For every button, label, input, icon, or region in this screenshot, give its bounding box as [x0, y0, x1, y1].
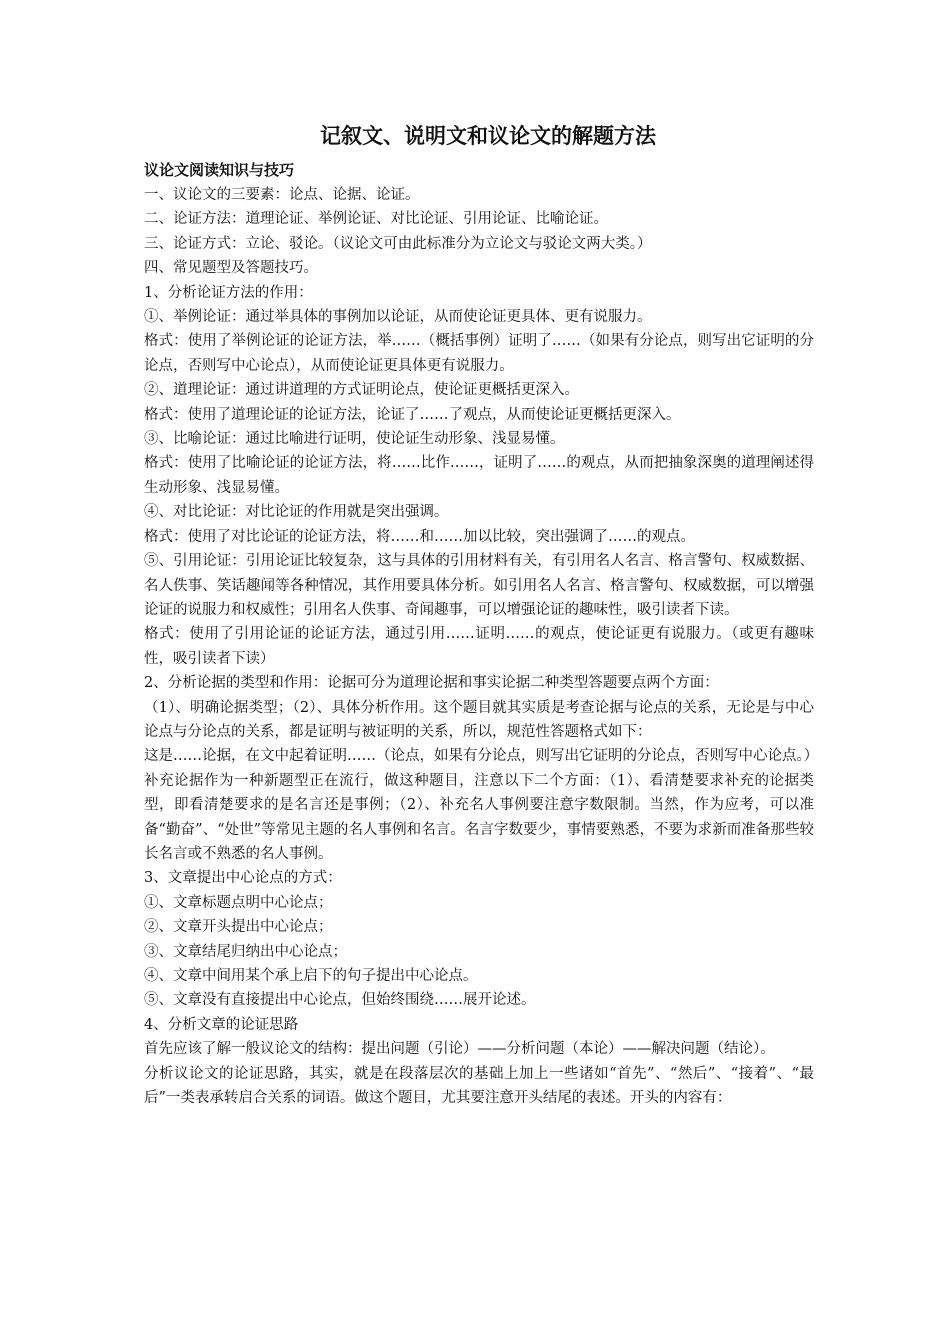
paragraph-example-argument: ①、举例论证：通过举具体的事例加以论证，从而使论证更具体、更有说服力。: [144, 309, 652, 326]
paragraph-citation-format: 格式：使用了引用论证的论证方法，通过引用……证明……的观点，使论证更有说服力。（或更有趣味性，吸引读者下读）: [144, 626, 814, 667]
paragraph-thesis-way-2: ②、文章开头提出中心论点；: [144, 919, 333, 936]
paragraph-evidence-format: 这是……论据，在文中起着证明……（论点，如果有分论点，则写出它证明的分论点，否则写中心论点。）: [144, 748, 819, 765]
paragraph-reasoning-format: 格式：使用了道理论证的论证方法，论证了……了观点，从而使论证更概括更深入。: [144, 406, 681, 423]
paragraph-thesis-way-5: ⑤、文章没有直接提出中心论点，但始终围绕……展开论述。: [144, 992, 536, 1009]
paragraph-reasoning-argument: ②、道理论证：通过讲道理的方式证明论点，使论证更概括更深入。: [144, 382, 579, 399]
paragraph-metaphor-format: 格式：使用了比喻论证的论证方法，将……比作……，证明了……的观点，从而把抽象深奥的道理阐述得生动形象、浅显易懂。: [144, 455, 814, 496]
paragraph-metaphor-argument: ③、比喻论证：通过比喻进行证明，使论证生动形象、浅显易懂。: [144, 431, 565, 448]
paragraph-evidence-analysis: （1）、明确论据类型；（2）、具体分析作用。这个题目就其实质是考查论据与论点的关系，无论是与中心论点与分论点的关系，都是证明与被证明的关系，所以，规范性答题格式如下：: [144, 699, 814, 740]
paragraph-argument-methods: 二、论证方法：道理论证、举例论证、对比论证、引用论证、比喻论证。: [144, 211, 608, 228]
paragraph-heading-1: 1、分析论证方法的作用：: [144, 284, 313, 301]
paragraph-example-format: 格式：使用了举例论证的论证方法，举……（概括事例）证明了……（如果有分论点，则写出它证明的分论点，否则写中心论点），从而使论证更具体更有说服力。: [144, 333, 814, 374]
paragraph-supplement-evidence: 补充论据作为一种新题型正在流行，做这种题目，注意以下二个方面：（1）、看清楚要求补充的论据类型，即看清楚要求的是名言还是事例；（2）、补充名人事例要注意字数限制。当然，作为应考，可以准备“勤奋”、“处世”等常见主题的名人事例和名言。名言字数要少，事情要熟悉，不要为求新而准备那些较长名言或不熟悉的名人事例。: [144, 772, 814, 862]
paragraph-question-types: 四、常见题型及答题技巧。: [144, 260, 318, 277]
paragraph-elements: 一、议论文的三要素：论点、论据、论证。: [144, 187, 420, 203]
document-page: [144, 118, 819, 1110]
paragraph-reasoning-path: 分析议论文的论证思路，其实，就是在段落层次的基础上加上一些诸如“首先”、“然后”、“接着”、“最后”一类表承转启合关系的词语。做这个题目，尤其要注意开头结尾的表述。开头的内容有：: [144, 1065, 814, 1107]
paragraph-heading-4: 4、分析文章的论证思路: [144, 1016, 299, 1033]
paragraph-heading-3: 3、文章提出中心论点的方式：: [144, 870, 342, 887]
paragraph-citation-argument: ⑤、引用论证：引用论证比较复杂，这与具体的引用材料有关，有引用名人名言、格言警句、权威数据、名人佚事、笑话趣闻等各种情况，其作用要具体分析。如引用名人名言、格言警句、权威数据，可以增强论证的说服力和权威性；引用名人佚事、奇闻趣事，可以增强论证的趣味性，吸引读者下读。: [144, 553, 814, 618]
paragraph-thesis-way-4: ④、文章中间用某个承上启下的句子提出中心论点。: [144, 968, 478, 984]
paragraph-thesis-way-3: ③、文章结尾归纳出中心论点；: [144, 943, 347, 960]
section-heading: 议论文阅读知识与技巧: [144, 161, 295, 179]
paragraph-contrast-format: 格式：使用了对比论证的论证方法，将……和……加以比较，突出强调了……的观点。: [144, 528, 695, 545]
document-body: [144, 183, 819, 1110]
paragraph-contrast-argument: ④、对比论证：对比论证的作用就是突出强调。: [144, 504, 449, 521]
paragraph-argument-modes: 三、论证方式：立论、驳论。（议论文可由此标准分为立论文与驳论文两大类。）: [144, 235, 652, 252]
document-title: 记叙文、说明文和议论文的解题方法: [320, 123, 656, 148]
paragraph-heading-2: 2、分析论据的类型和作用：论据可分为道理论据和事实论据二种类型答题要点两个方面：: [144, 675, 719, 692]
paragraph-structure: 首先应该了解一般议论文的结构：提出问题（引论）——分析问题（本论）——解决问题（结论）。: [144, 1041, 775, 1058]
paragraph-thesis-way-1: ①、文章标题点明中心论点；: [144, 894, 333, 911]
